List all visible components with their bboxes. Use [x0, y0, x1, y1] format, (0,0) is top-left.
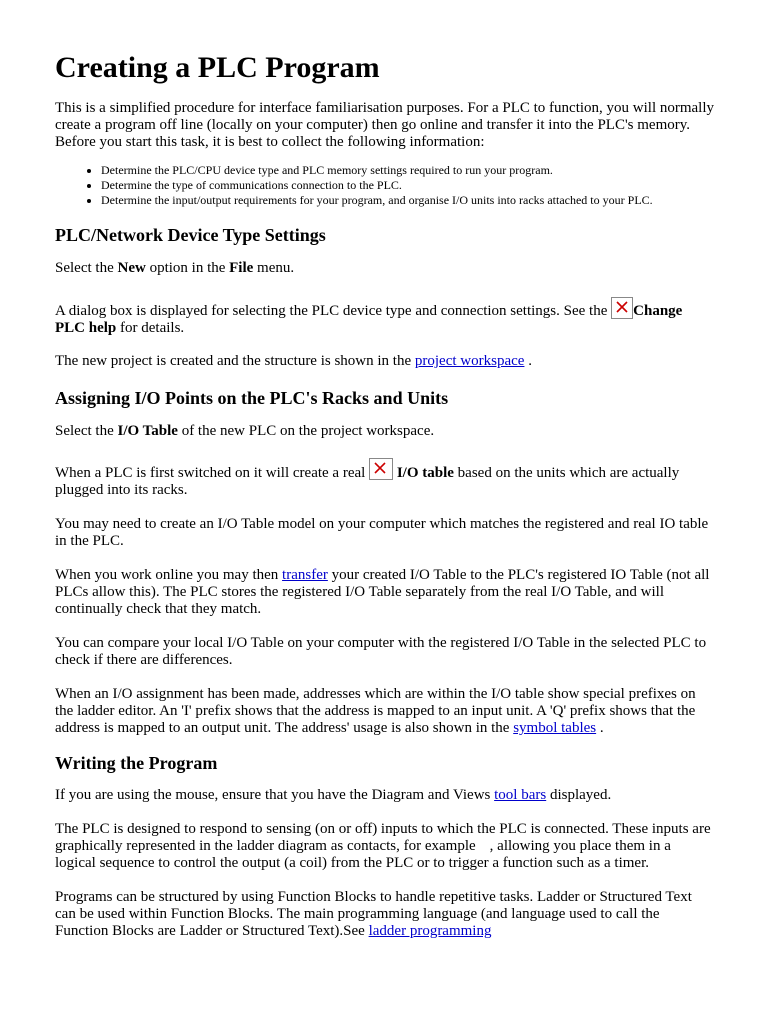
document-page: [55, 50, 715, 940]
section-heading-io-points: Assigning I/O Points on the PLC's Racks and Units: [55, 388, 449, 408]
paragraph: Select the I/O Table of the new PLC on the project workspace.: [55, 423, 435, 439]
list-item: • Determine the PLC/CPU device type and PLC memory settings required to run your program.: [101, 163, 715, 178]
paragraph: If you are using the mouse, ensure that you have the Diagram and Views tool bars displayed.: [55, 787, 612, 803]
info-list: [55, 163, 715, 208]
tool-bars-link[interactable]: tool bars: [494, 787, 547, 803]
paragraph: The new project is created and the structure is shown in the project workspace .: [55, 353, 532, 369]
paragraph: When a PLC is first switched on it will create a real I/O table based on the units which are actually plugged into its racks.: [55, 458, 715, 499]
paragraph: You can compare your local I/O Table on your computer with the registered I/O Table in the selected PLC to check if there are differences.: [55, 635, 707, 668]
paragraph: The PLC is designed to respond to sensing (on or off) inputs to which the PLC is connected. These inputs are graphically represented in the ladder diagram as contacts, for example , allowing you place them in a logical sequence to control the output (a coil) from the PLC or to trigger a function such as a timer.: [55, 821, 711, 871]
broken-image-icon: [369, 458, 393, 480]
section-heading-writing-program: Writing the Program: [55, 753, 218, 773]
intro-paragraph: This is a simplified procedure for interface familiarisation purposes. For a PLC to function, you will normally create a program off line (locally on your computer) then go online and transfer it into the PLC's memory. Before you start this task, it is best to collect the following information:: [55, 100, 715, 150]
change-plc-help-label: Change PLC help: [55, 303, 683, 336]
paragraph: When an I/O assignment has been made, addresses which are within the I/O table show special prefixes on the ladder editor. An 'I' prefix shows that the address is mapped to an input unit. A 'Q' prefix shows that the address is mapped to an output unit. The address' usage is also shown in the symbol tables .: [55, 686, 696, 736]
symbol-tables-link[interactable]: symbol tables: [513, 720, 597, 736]
list-item: • Determine the input/output requirements for your program, and organise I/O units into racks attached to your PLC.: [101, 193, 715, 208]
list-item: • Determine the type of communications connection to the PLC.: [101, 178, 715, 193]
section-heading-device-settings: PLC/Network Device Type Settings: [55, 225, 326, 245]
page-title: Creating a PLC Program: [55, 51, 380, 84]
ladder-programming-link[interactable]: ladder programming: [368, 923, 492, 939]
transfer-link[interactable]: transfer: [282, 567, 328, 583]
paragraph: Select the New option in the File menu.: [55, 260, 295, 276]
paragraph: Programs can be structured by using Function Blocks to handle repetitive tasks. Ladder or Structured Text can be used within Function Blocks. The main programming language (and language used to call the Function Blocks are Ladder or Structured Text).See ladder programming: [55, 889, 692, 939]
paragraph: You may need to create an I/O Table model on your computer which matches the registered and real IO table in the PLC.: [55, 516, 709, 549]
menu-option-new: New: [117, 260, 146, 276]
menu-file: File: [229, 260, 254, 276]
paragraph: A dialog box is displayed for selecting the PLC device type and connection settings. See the Change PLC help for details.: [55, 297, 715, 337]
broken-image-icon: [611, 297, 633, 319]
io-table-bold: I/O table: [396, 465, 454, 481]
io-table-label: I/O Table: [117, 423, 178, 439]
paragraph: When you work online you may then transfer your created I/O Table to the PLC's registered IO Table (not all PLCs allow this). The PLC stores the registered I/O Table separately from the real I/O Table, and will continually check that they match.: [55, 567, 710, 617]
project-workspace-link[interactable]: project workspace: [414, 353, 525, 369]
